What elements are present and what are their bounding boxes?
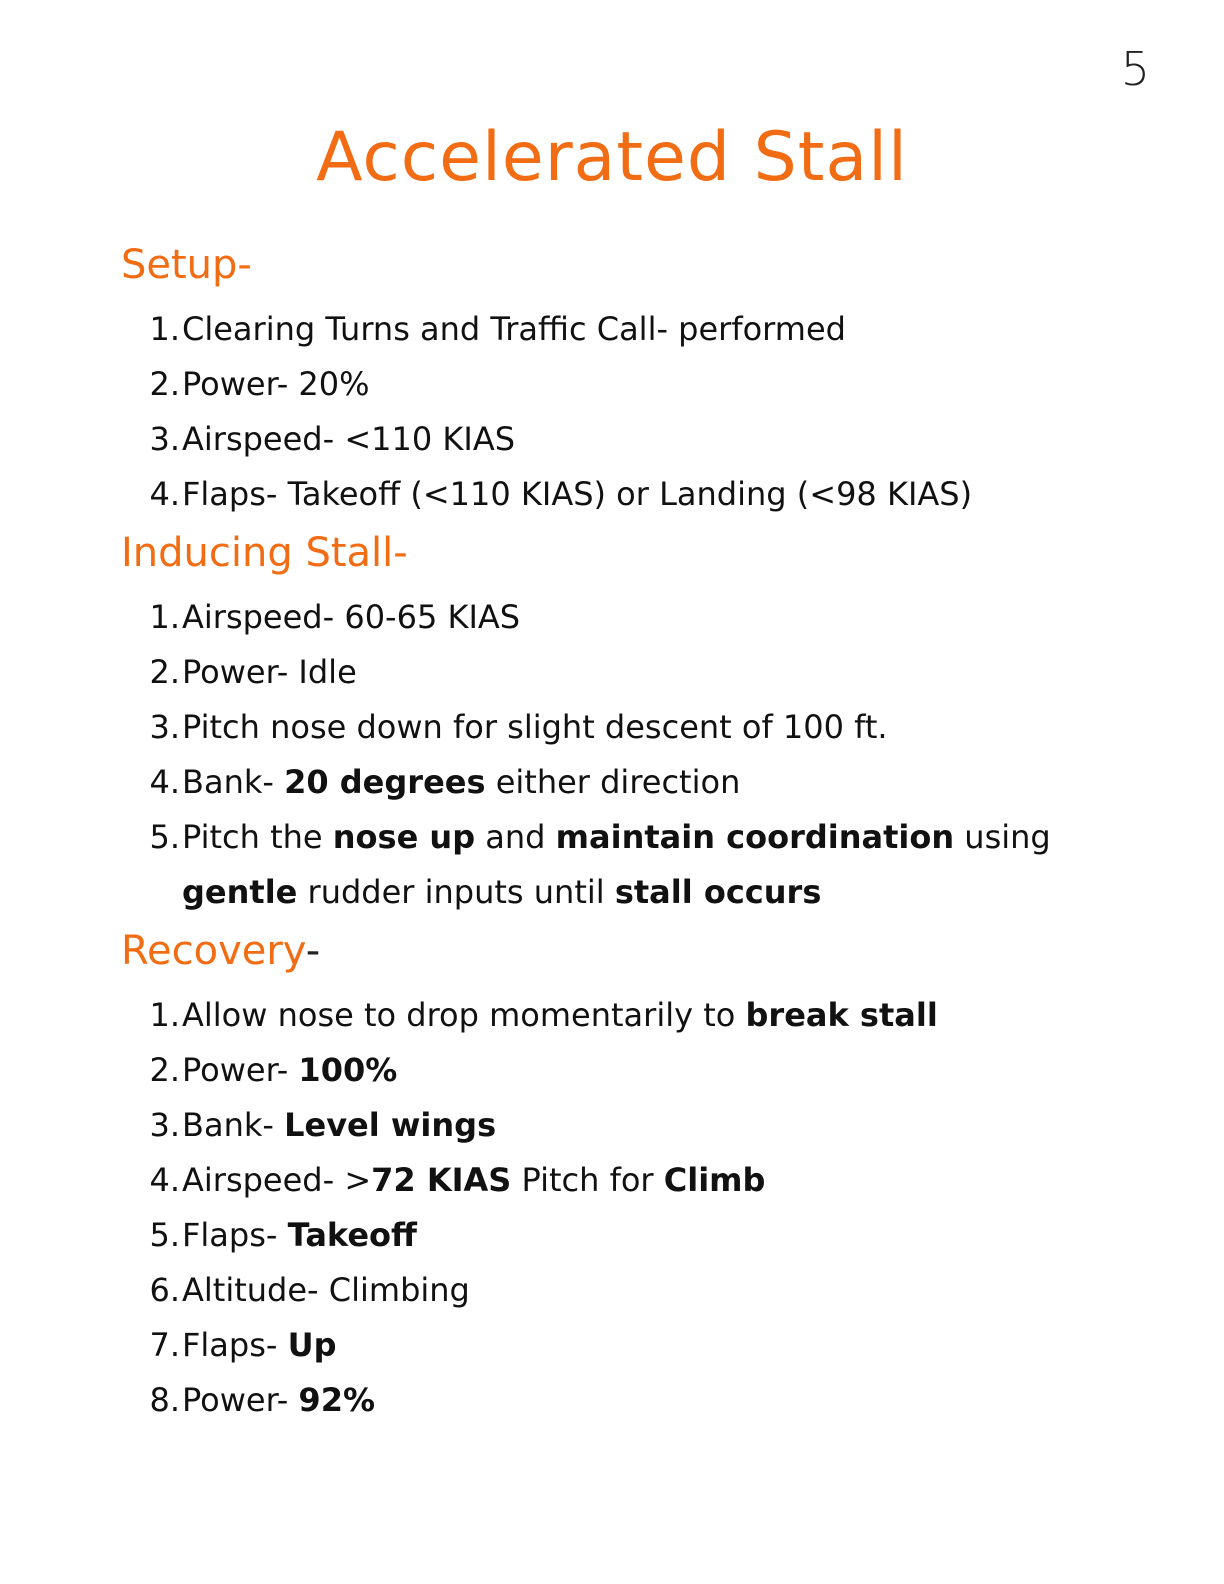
step-number: 4. [149, 763, 180, 801]
step-text-emphasis: Up [287, 1326, 337, 1364]
step-text-continued [182, 865, 821, 920]
step-number: 3. [149, 708, 180, 746]
step-number: 8. [149, 1381, 180, 1419]
step-text: Flaps- Takeoff (<110 KIAS) or Landing (<98 KIAS) [182, 475, 973, 513]
page-title: Accelerated Stall [316, 118, 908, 197]
step-number: 5. [149, 1216, 180, 1254]
step-text [182, 1153, 765, 1208]
step-text: Power- Idle [182, 653, 357, 691]
step-text-part: Flaps- [182, 1326, 288, 1364]
step-text-part: Pitch the [182, 818, 333, 856]
step-text [182, 755, 740, 810]
step-text-emphasis: 20 degrees [284, 763, 486, 801]
step-text [182, 1043, 397, 1098]
step-number: 1. [149, 598, 180, 636]
step-text-part: Power- [182, 1381, 299, 1419]
step-text-emphasis: Takeoff [287, 1216, 417, 1254]
step-text-emphasis: 72 KIAS [371, 1161, 512, 1199]
step-text-emphasis: break stall [745, 996, 938, 1034]
step-text: Airspeed- 60-65 KIAS [182, 598, 521, 636]
step-text: Airspeed- <110 KIAS [182, 420, 516, 458]
step-number: 7. [149, 1326, 180, 1364]
step-text-emphasis: stall occurs [614, 873, 822, 911]
step-number: 2. [149, 365, 180, 403]
step-text [182, 1318, 337, 1373]
step-number: 1. [149, 310, 180, 348]
step-text-part: rudder inputs until [297, 873, 615, 911]
step-text-part: using [954, 818, 1051, 856]
step-text [182, 1373, 375, 1428]
step-number: 6. [149, 1271, 180, 1309]
step-number: 5. [149, 818, 180, 856]
step-text [182, 1208, 417, 1263]
step-text-emphasis: 92% [298, 1381, 376, 1419]
step-number: 2. [149, 653, 180, 691]
step-text-emphasis: maintain coordination [555, 818, 955, 856]
step-text: Clearing Turns and Traffic Call- performed [182, 310, 846, 348]
step-text-part: and [475, 818, 556, 856]
step-text-emphasis: Level wings [284, 1106, 497, 1144]
step-number: 4. [149, 1161, 180, 1199]
step-text-part: Pitch for [511, 1161, 664, 1199]
step-text [182, 988, 938, 1043]
step-text-part: either direction [485, 763, 741, 801]
step-number: 4. [149, 475, 180, 513]
recovery-heading-text: Recovery [121, 928, 306, 974]
step-text-part: Bank- [182, 1106, 285, 1144]
step-number: 2. [149, 1051, 180, 1089]
step-text-emphasis: Climb [663, 1161, 766, 1199]
step-number: 1. [149, 996, 180, 1034]
recovery-heading [121, 928, 320, 974]
step-text: Pitch nose down for slight descent of 100 ft. [182, 708, 888, 746]
step-text-part: Airspeed- > [182, 1161, 372, 1199]
step-number: 3. [149, 1106, 180, 1144]
step-text [182, 1098, 496, 1153]
step-text [182, 810, 1051, 865]
recovery-heading-dash: - [305, 928, 321, 974]
step-text-emphasis: 100% [298, 1051, 398, 1089]
step-number: 3. [149, 420, 180, 458]
step-text-emphasis: gentle [182, 873, 298, 911]
step-text-part: Power- [182, 1051, 299, 1089]
setup-heading: Setup- [121, 242, 252, 288]
step-text-part: Flaps- [182, 1216, 288, 1254]
page-number: 5 [1120, 42, 1150, 96]
step-text-part: Bank- [182, 763, 285, 801]
step-text: Altitude- Climbing [182, 1271, 470, 1309]
step-text: Power- 20% [182, 365, 370, 403]
step-text-part: Allow nose to drop momentarily to [182, 996, 746, 1034]
step-text-emphasis: nose up [332, 818, 476, 856]
inducing-stall-heading: Inducing Stall- [121, 530, 408, 576]
